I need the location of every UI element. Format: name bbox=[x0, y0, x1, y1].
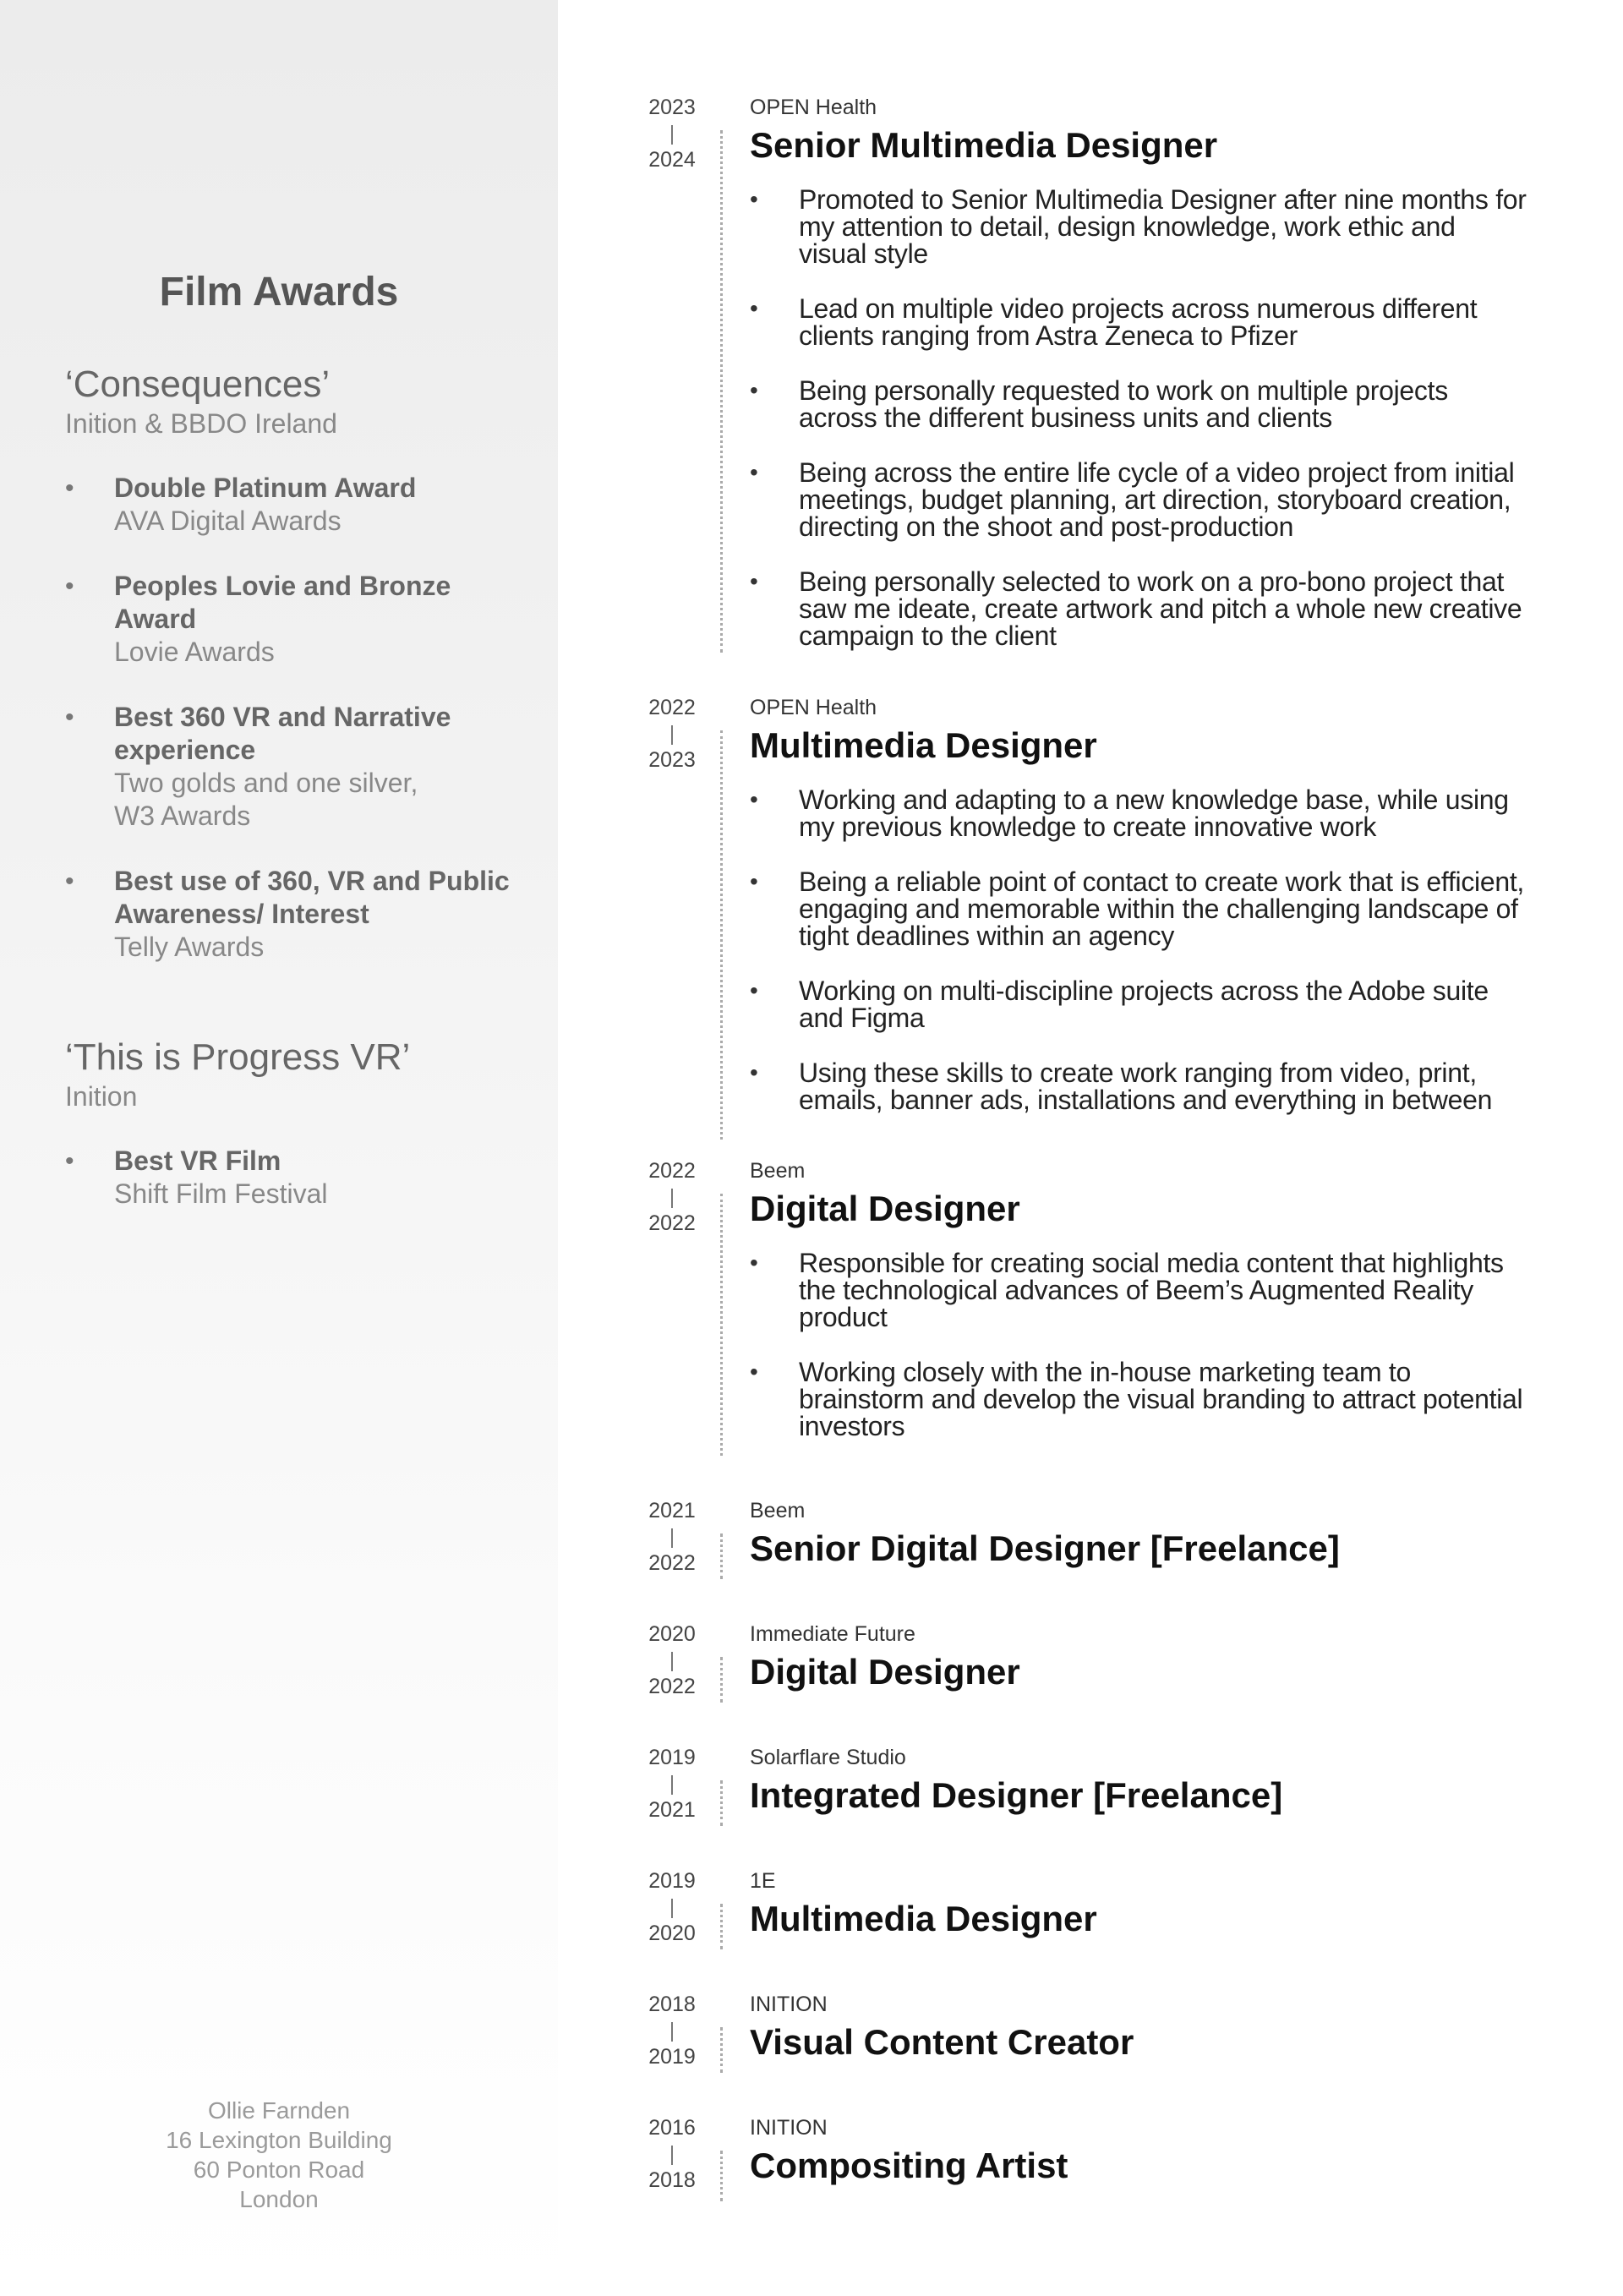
end-year: 2023 bbox=[648, 748, 696, 772]
project-client: Inition & BBDO Ireland bbox=[65, 408, 337, 439]
project-title: ‘This is Progress VR’ bbox=[65, 1036, 411, 1078]
timeline-dotted-line bbox=[720, 130, 723, 653]
start-year: 2021 bbox=[648, 1499, 696, 1522]
company-name: Solarflare Studio bbox=[750, 1746, 906, 1769]
role-title: Integrated Designer [Freelance] bbox=[750, 1775, 1283, 1815]
year-separator: | bbox=[669, 1185, 675, 1209]
award-item bbox=[65, 472, 538, 538]
responsibility-item: • Being personally selected to work on a pro-bono project that saw me ideate, create artwork and pitch a whole new creative campaign to the client bbox=[750, 568, 1527, 649]
role-title: Digital Designer bbox=[750, 1189, 1020, 1228]
responsibility-item: • Responsible for creating social media content that highlights the technological advances of Beem’s Augmented Reality product bbox=[750, 1249, 1527, 1331]
end-year: 2020 bbox=[648, 1922, 696, 1945]
award-list bbox=[65, 1145, 538, 1211]
role-title: Compositing Artist bbox=[750, 2146, 1068, 2185]
timeline-dotted-line bbox=[720, 1780, 723, 1826]
date-range bbox=[626, 1745, 719, 1823]
company-name: Beem bbox=[750, 1499, 806, 1522]
address-name: Ollie Farnden bbox=[207, 2097, 351, 2124]
year-separator: | bbox=[669, 1772, 675, 1796]
end-year: 2021 bbox=[648, 1798, 696, 1822]
date-range bbox=[626, 1992, 719, 2070]
responsibility-item: • Promoted to Senior Multimedia Designer after nine months for my attention to detail, design knowledge, work ethic and visual style bbox=[750, 186, 1527, 267]
responsibility-list bbox=[750, 786, 1527, 1113]
timeline-dotted-line bbox=[720, 1904, 723, 1949]
award-item bbox=[65, 1145, 538, 1211]
date-range bbox=[626, 2115, 719, 2194]
role-title: Digital Designer bbox=[750, 1652, 1020, 1692]
address-city: London bbox=[239, 2186, 319, 2212]
award-organization: AVA Digital Awards bbox=[114, 506, 342, 536]
company-name: OPEN Health bbox=[750, 696, 877, 719]
award-organization: Shift Film Festival bbox=[114, 1178, 328, 1209]
award-name: • Double Platinum Award bbox=[114, 473, 417, 503]
role-title: Senior Multimedia Designer bbox=[750, 125, 1218, 165]
award-item bbox=[65, 570, 538, 669]
entry-content bbox=[750, 1621, 1527, 1694]
entry-content bbox=[750, 695, 1527, 1141]
timeline-dotted-line bbox=[720, 730, 723, 1140]
award-list bbox=[65, 472, 538, 964]
entry-content bbox=[750, 1992, 1527, 2064]
sidebar bbox=[0, 0, 558, 2296]
end-year: 2022 bbox=[648, 1551, 696, 1575]
address-block bbox=[0, 2096, 558, 2214]
start-year: 2020 bbox=[648, 1622, 696, 1646]
company-name: OPEN Health bbox=[750, 96, 877, 119]
timeline-dotted-line bbox=[720, 1657, 723, 1703]
responsibility-item: • Working closely with the in-house marketing team to brainstorm and develop the visual branding to attract potential investors bbox=[750, 1358, 1527, 1440]
entry-content bbox=[750, 95, 1527, 677]
project-this-is-progress bbox=[65, 1035, 538, 1243]
date-range bbox=[626, 1621, 719, 1700]
year-separator: | bbox=[669, 2019, 675, 2042]
end-year: 2022 bbox=[648, 1675, 696, 1698]
timeline-dotted-line bbox=[720, 1194, 723, 1456]
address-line: 60 Ponton Road bbox=[193, 2157, 365, 2183]
role-title: Senior Digital Designer [Freelance] bbox=[750, 1528, 1340, 1568]
year-separator: | bbox=[669, 122, 675, 145]
start-year: 2022 bbox=[648, 1159, 696, 1183]
year-separator: | bbox=[669, 722, 675, 746]
entry-content bbox=[750, 1745, 1527, 1818]
project-client: Inition bbox=[65, 1081, 138, 1112]
responsibility-item: • Lead on multiple video projects across numerous different clients ranging from Astra Zeneca to Pfizer bbox=[750, 295, 1527, 349]
role-title: Multimedia Designer bbox=[750, 1899, 1097, 1938]
year-separator: | bbox=[669, 1525, 675, 1549]
responsibility-item: • Being across the entire life cycle of a video project from initial meetings, budget planning, art direction, storyboard creation, directing on the shoot and post-production bbox=[750, 459, 1527, 540]
company-name: Immediate Future bbox=[750, 1622, 915, 1646]
start-year: 2019 bbox=[648, 1746, 696, 1769]
award-item bbox=[65, 701, 538, 833]
role-title: Visual Content Creator bbox=[750, 2022, 1134, 2062]
end-year: 2022 bbox=[648, 1211, 696, 1235]
entry-content bbox=[750, 1158, 1527, 1468]
company-name: INITION bbox=[750, 1993, 828, 2016]
award-name: • Best use of 360, VR and Public Awareness/ Interest bbox=[114, 866, 510, 929]
responsibility-item: • Being personally requested to work on multiple projects across the different business units and clients bbox=[750, 377, 1527, 431]
responsibility-item: • Working on multi-discipline projects across the Adobe suite and Figma bbox=[750, 977, 1527, 1031]
award-organization: Telly Awards bbox=[114, 932, 265, 962]
sidebar-title: Film Awards bbox=[159, 270, 399, 314]
timeline-dotted-line bbox=[720, 1533, 723, 1579]
company-name: INITION bbox=[750, 2116, 828, 2140]
award-name: • Peoples Lovie and Bronze Award bbox=[114, 571, 451, 634]
start-year: 2019 bbox=[648, 1869, 696, 1893]
award-organization: Lovie Awards bbox=[114, 637, 275, 667]
address-line: 16 Lexington Building bbox=[166, 2127, 392, 2153]
project-consequences bbox=[65, 362, 538, 996]
entry-content bbox=[750, 1498, 1527, 1571]
date-range bbox=[626, 1498, 719, 1577]
year-separator: | bbox=[669, 1648, 675, 1672]
role-title: Multimedia Designer bbox=[750, 725, 1097, 765]
end-year: 2024 bbox=[648, 148, 696, 172]
timeline-dotted-line bbox=[720, 2027, 723, 2073]
year-separator: | bbox=[669, 2142, 675, 2166]
date-range bbox=[626, 695, 719, 774]
responsibility-item: • Being a reliable point of contact to create work that is efficient, engaging and memorable within the challenging landscape of tight deadlines within an agency bbox=[750, 868, 1527, 949]
responsibility-list bbox=[750, 186, 1527, 649]
date-range bbox=[626, 1158, 719, 1237]
responsibility-list bbox=[750, 1249, 1527, 1440]
year-separator: | bbox=[669, 1895, 675, 1919]
award-organization: Two golds and one silver, W3 Awards bbox=[114, 768, 418, 831]
end-year: 2018 bbox=[648, 2168, 696, 2192]
award-item bbox=[65, 865, 538, 964]
company-name: 1E bbox=[750, 1869, 776, 1893]
project-title: ‘Consequences’ bbox=[65, 364, 331, 405]
entry-content bbox=[750, 2115, 1527, 2188]
responsibility-item: • Using these skills to create work ranging from video, print, emails, banner ads, installations and everything in between bbox=[750, 1059, 1527, 1113]
date-range bbox=[626, 1868, 719, 1947]
start-year: 2018 bbox=[648, 1993, 696, 2016]
company-name: Beem bbox=[750, 1159, 806, 1183]
start-year: 2023 bbox=[648, 96, 696, 119]
start-year: 2016 bbox=[648, 2116, 696, 2140]
award-name: • Best 360 VR and Narrative experience bbox=[114, 702, 451, 765]
responsibility-item: • Working and adapting to a new knowledge base, while using my previous knowledge to create innovative work bbox=[750, 786, 1527, 840]
timeline-dotted-line bbox=[720, 2151, 723, 2201]
entry-content bbox=[750, 1868, 1527, 1941]
start-year: 2022 bbox=[648, 696, 696, 719]
award-name: • Best VR Film bbox=[114, 1145, 281, 1176]
end-year: 2019 bbox=[648, 2045, 696, 2069]
date-range bbox=[626, 95, 719, 173]
